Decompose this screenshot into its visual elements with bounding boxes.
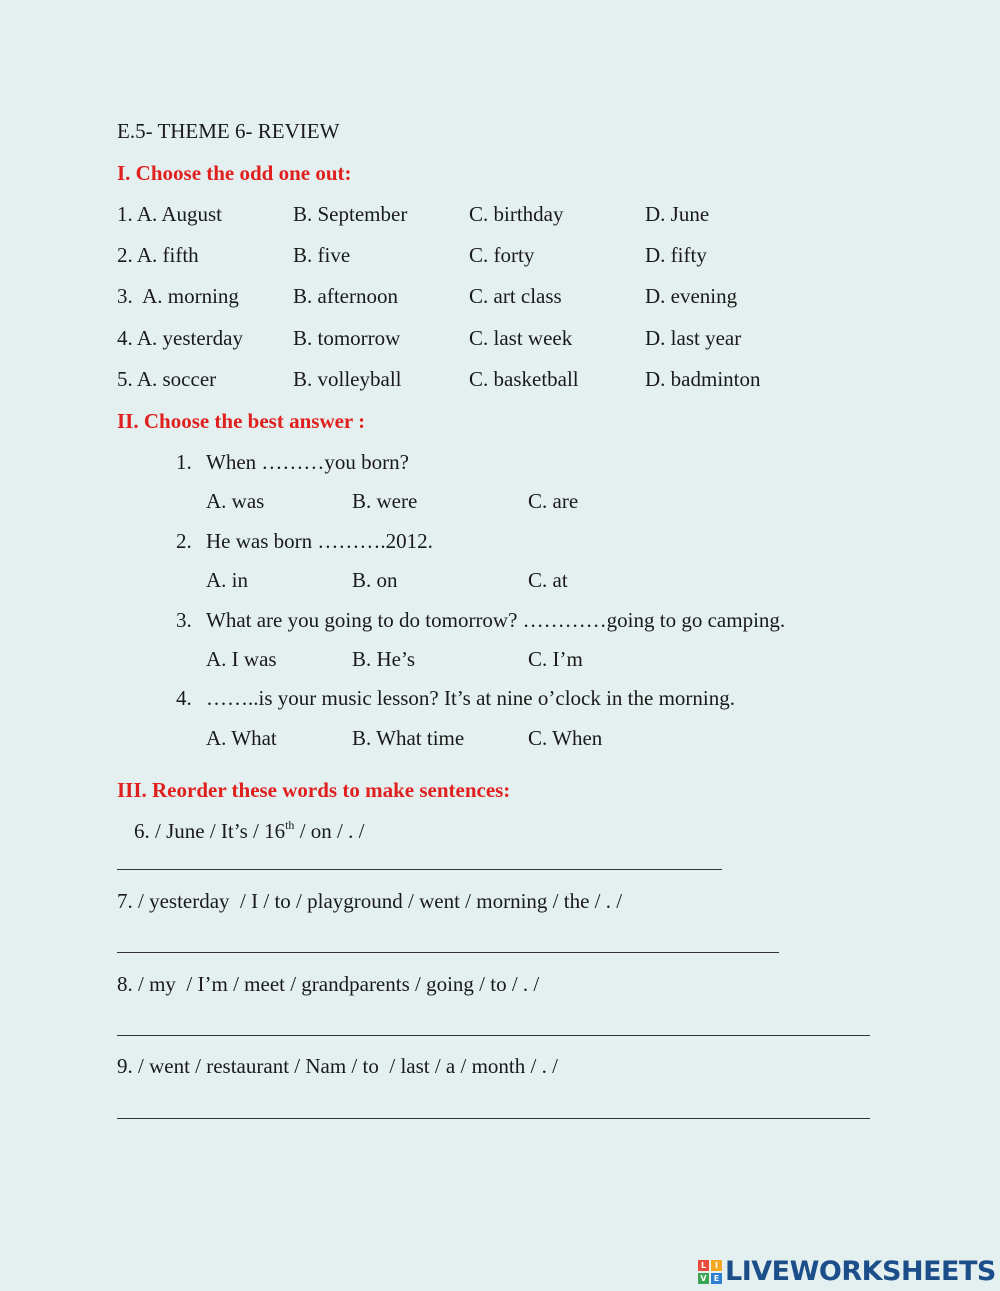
ordinal-suffix: th (285, 818, 295, 832)
question-number: 4. (176, 686, 192, 710)
answer-option: A. in (206, 568, 248, 592)
answer-option: C. I’m (528, 647, 583, 671)
section-3-heading: III. Reorder these words to make sentences: (117, 778, 511, 802)
answer-option: B. were (352, 489, 418, 513)
odd-one-out-option: B. afternoon (293, 284, 398, 308)
odd-one-out-option: 1. A. August (117, 202, 223, 226)
section-1-heading: I. Choose the odd one out: (117, 161, 352, 185)
odd-one-out-option: C. art class (469, 284, 562, 308)
odd-one-out-option: 5. A. soccer (117, 367, 217, 391)
odd-one-out-option: D. fifty (645, 243, 707, 267)
odd-one-out-option: B. five (293, 243, 351, 267)
answer-line[interactable] (117, 1118, 870, 1119)
odd-one-out-option: 3. A. morning (117, 284, 239, 308)
odd-one-out-option: D. badminton (645, 367, 761, 391)
section-2-heading: II. Choose the best answer : (117, 409, 366, 433)
odd-one-out-option: D. June (645, 202, 710, 226)
question-number: 1. (176, 450, 192, 474)
odd-one-out-option: B. tomorrow (293, 326, 401, 350)
odd-one-out-option: B. September (293, 202, 408, 226)
odd-one-out-option: C. last week (469, 326, 573, 350)
odd-one-out-option: 2. A. fifth (117, 243, 199, 267)
answer-option: B. on (352, 568, 398, 592)
logo-block: V (698, 1273, 709, 1284)
odd-one-out-option: C. forty (469, 243, 535, 267)
odd-one-out-option: C. birthday (469, 202, 564, 226)
answer-option: A. What (206, 726, 277, 750)
question-text: When ………you born? (206, 450, 409, 474)
answer-line[interactable] (117, 1035, 870, 1036)
reorder-item: 8. / my / I’m / meet / grandparents / going / to / . / (117, 972, 540, 996)
reorder-item-text: 6. / June / It’s / 16 (134, 819, 286, 843)
logo-block: I (711, 1260, 722, 1271)
answer-option: B. What time (352, 726, 465, 750)
logo-text: LIVEWORKSHEETS (725, 1256, 996, 1287)
logo-mark-icon (698, 1260, 722, 1284)
odd-one-out-option: D. evening (645, 284, 738, 308)
odd-one-out-option: C. basketball (469, 367, 579, 391)
reorder-item: 9. / went / restaurant / Nam / to / last / a / month / . / (117, 1054, 558, 1078)
liveworksheets-logo (698, 1256, 996, 1287)
question-number: 2. (176, 529, 192, 553)
answer-option: A. was (206, 489, 265, 513)
logo-block: E (711, 1273, 722, 1284)
question-text: He was born ……….2012. (206, 529, 433, 553)
answer-option: A. I was (206, 647, 277, 671)
question-text: What are you going to do tomorrow? …………going to go camping. (206, 608, 786, 632)
question-text: ……..is your music lesson? It’s at nine o’clock in the morning. (206, 686, 735, 710)
answer-line[interactable] (117, 869, 722, 870)
answer-line[interactable] (117, 952, 779, 953)
answer-option: C. are (528, 489, 579, 513)
odd-one-out-option: D. last year (645, 326, 742, 350)
reorder-item (134, 818, 365, 843)
answer-option: C. When (528, 726, 603, 750)
reorder-item-text-end: / on / . / (294, 819, 365, 843)
worksheet-title: E.5- THEME 6- REVIEW (117, 119, 340, 143)
odd-one-out-option: 4. A. yesterday (117, 326, 243, 350)
logo-block: L (698, 1260, 709, 1271)
odd-one-out-option: B. volleyball (293, 367, 402, 391)
question-number: 3. (176, 608, 192, 632)
answer-option: B. He’s (352, 647, 415, 671)
answer-option: C. at (528, 568, 568, 592)
reorder-item: 7. / yesterday / I / to / playground / went / morning / the / . / (117, 889, 623, 913)
